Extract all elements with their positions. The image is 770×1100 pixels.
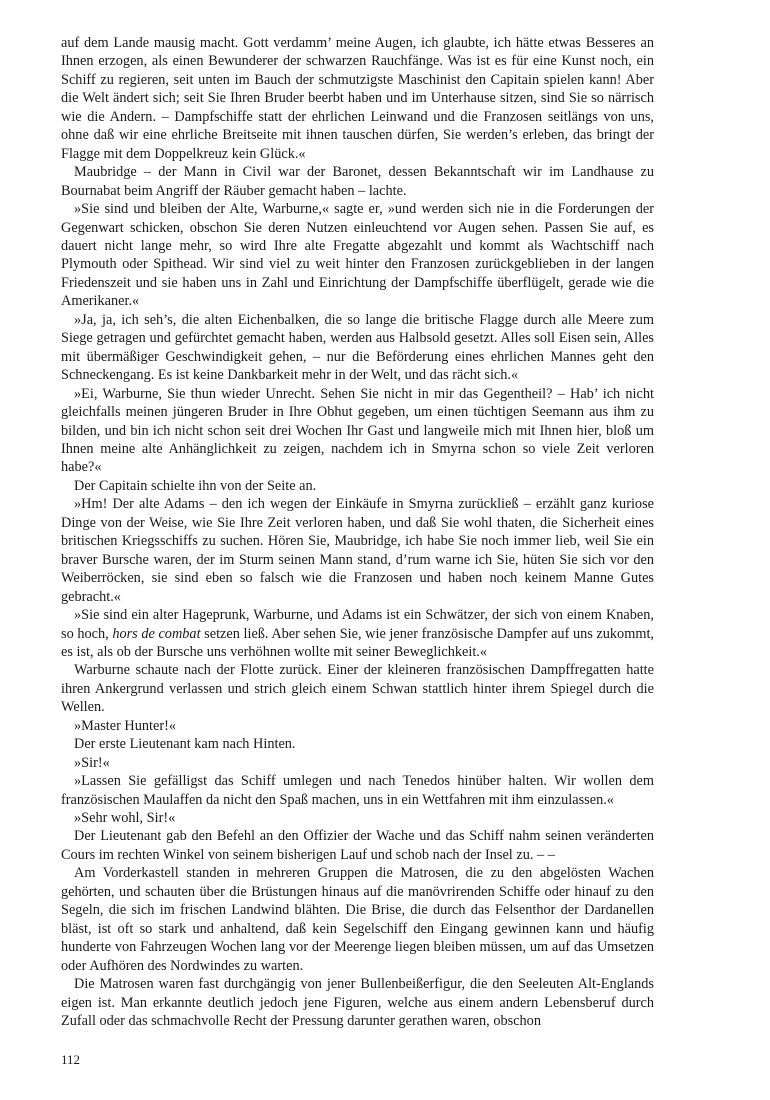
paragraph: »Ei, Warburne, Sie thun wieder Unrecht. Sehen Sie nicht in mir das Gegentheil? – Hab’ ich nicht gleichfalls meinen jüngeren Bruder in Ihre Obhut gegeben, um einen tüchtigen Seemann aus ihm zu bilden, und bin ich nicht schon seit drei Wochen Ihr Gast und langweile mich mit Ihnen hier, bloß um Ihnen meine alte Anhänglichkeit zu zeigen, nachdem ich in Smyrna schon so viele Zeit verloren habe?« [61,385,654,476]
paragraph: »Ja, ja, ich seh’s, die alten Eichenbalken, die so lange die britische Flagge durch alle Meere zum Siege getragen und gefürchtet gemacht haben, werden aus Halbsold gesetzt. Alles soll Eisen sein, Alles mit übermäßiger Geschwindigkeit gehen, – nur die Beförderung eines ehrlichen Mannes geht den Schneckengang. Es ist keine Dankbarkeit mehr in der Welt, und das rächt sich.« [61,311,654,384]
paragraph: »Sie sind ein alter Hageprunk, Warburne, und Adams ist ein Schwätzer, der sich von einem Knaben, so hoch, hors de combat setzen ließ. Aber sehen Sie, wie jener französische Dampfer auf uns zukommt, es ist, als ob der Bursche uns verhöhnen wollte mit seiner Beweglichkeit.« [61,607,654,660]
paragraph: auf dem Lande mausig macht. Gott verdamm’ meine Augen, ich glaubte, ich hätte etwas Besseres an Ihnen erzogen, als einen Bewunderer der schwarzen Rauchfänge. Was ist es für eine Kunst noch, ein Schiff zu regieren, seit unten im Bauch der schmutzigste Maschinist den Capitain spielen kann! Aber die Welt ändert sich; seit Sie Ihren Bruder beerbt haben und im Unterhause sitzen, sind Sie so närrisch wie die Andern. – Dampfschiffe statt der ehrlichen Leinwand und die Franzosen seitlängs von uns, ohne daß wir eine ehrliche Breitseite mit ihnen tauschen dürfen, Sie werden’s erleben, das bringt der Flagge mit dem Doppelkreuz kein Glück.« [61,35,654,162]
paragraph: »Lassen Sie gefälligst das Schiff umlegen und nach Tenedos hinüber halten. Wir wollen dem französischen Maulaffen da nicht den Spaß machen, uns in ein Wettfahren mit ihm einzulassen.« [61,773,654,808]
paragraph: Der Capitain schielte ihn von der Seite an. [74,477,317,494]
paragraph: »Master Hunter!« [74,717,177,734]
paragraph: »Hm! Der alte Adams – den ich wegen der Einkäufe in Smyrna zurückließ – erzählt ganz kuriose Dinge von der Weise, wie Sie Ihre Zeit verloren haben, und daß Sie wohl thaten, die Sicherheit eines britischen Kriegsschiffs zu suchen. Hören Sie, Maubridge, ich habe Sie noch immer lieb, weil Sie ein braver Bursche waren, der im Sturm seinen Mann stand, d’rum warne ich Sie, hüten Sie sich vor den Weiberröcken, sie sind eben so falsch wie die Franzosen und haben noch keinem Manne Gutes gebracht.« [61,496,654,605]
paragraph: »Sehr wohl, Sir!« [74,810,176,827]
paragraph: Die Matrosen waren fast durchgängig von jener Bullenbeißerfigur, die den Seeleuten Alt-Englands eigen ist. Man erkannte deutlich jedoch jene Figuren, welche aus einem andern Lebensberuf durch Zufall oder das schmachvolle Recht der Pressung darunter gerathen waren, obschon [61,976,654,1030]
page-text [61,34,654,1030]
paragraph: Maubridge – der Mann in Civil war der Baronet, dessen Bekanntschaft wir im Landhause zu Bournabat beim Angriff der Räuber gemacht haben – lachte. [61,164,654,199]
paragraph: Am Vorderkastell standen in mehreren Gruppen die Matrosen, die zu den abgelösten Wachen gehörten, und schauten über die Brüstungen hinaus auf die manövrirenden Schiffe oder hinauf zu den Segeln, die sich im frischen Landwind blähten. Die Brise, die durch das Felsenthor der Dardanellen bläst, ist oft so stark und anhaltend, daß kein Segelschiff den Eingang gewinnen kann und häufig hunderte von Fahrzeugen Wochen lang vor der Meerenge liegen bleiben müssen, um auf das Umsetzen oder Aufhören des Nordwindes zu warten. [61,865,654,974]
paragraph: Warburne schaute nach der Flotte zurück. Einer der kleineren französischen Dampffregatten hatte ihren Ankergrund verlassen und strich gleich einem Schwan stattlich hinter ihrem Spiegel durch die Wellen. [61,662,654,716]
paragraph: »Sir!« [74,754,110,771]
page-number: 112 [61,1052,81,1067]
paragraph: Der erste Lieutenant kam nach Hinten. [74,736,296,753]
paragraph: »Sie sind und bleiben der Alte, Warburne,« sagte er, »und werden sich nie in die Forderungen der Gegenwart schicken, obschon Sie deren Nutzen einleuchtend vor Augen sehen. Passen Sie auf, es dauert nicht lange mehr, so wird Ihre alte Fregatte abgezahlt und kommt als Wachtschiff nach Plymouth oder Spithead. Wir sind viel zu weit hinter den Franzosen zurückgeblieben in der langen Friedenszeit und sie haben uns in Zahl und Einrichtung der Dampfschiffe überflügelt, gerade wie die Amerikaner.« [61,201,654,310]
italic-phrase: hors de combat [112,625,201,642]
paragraph: Der Lieutenant gab den Befehl an den Offizier der Wache und das Schiff nahm seinen veränderten Cours im rechten Winkel von seinem bisherigen Lauf und schob nach der Insel zu. – – [61,828,654,863]
